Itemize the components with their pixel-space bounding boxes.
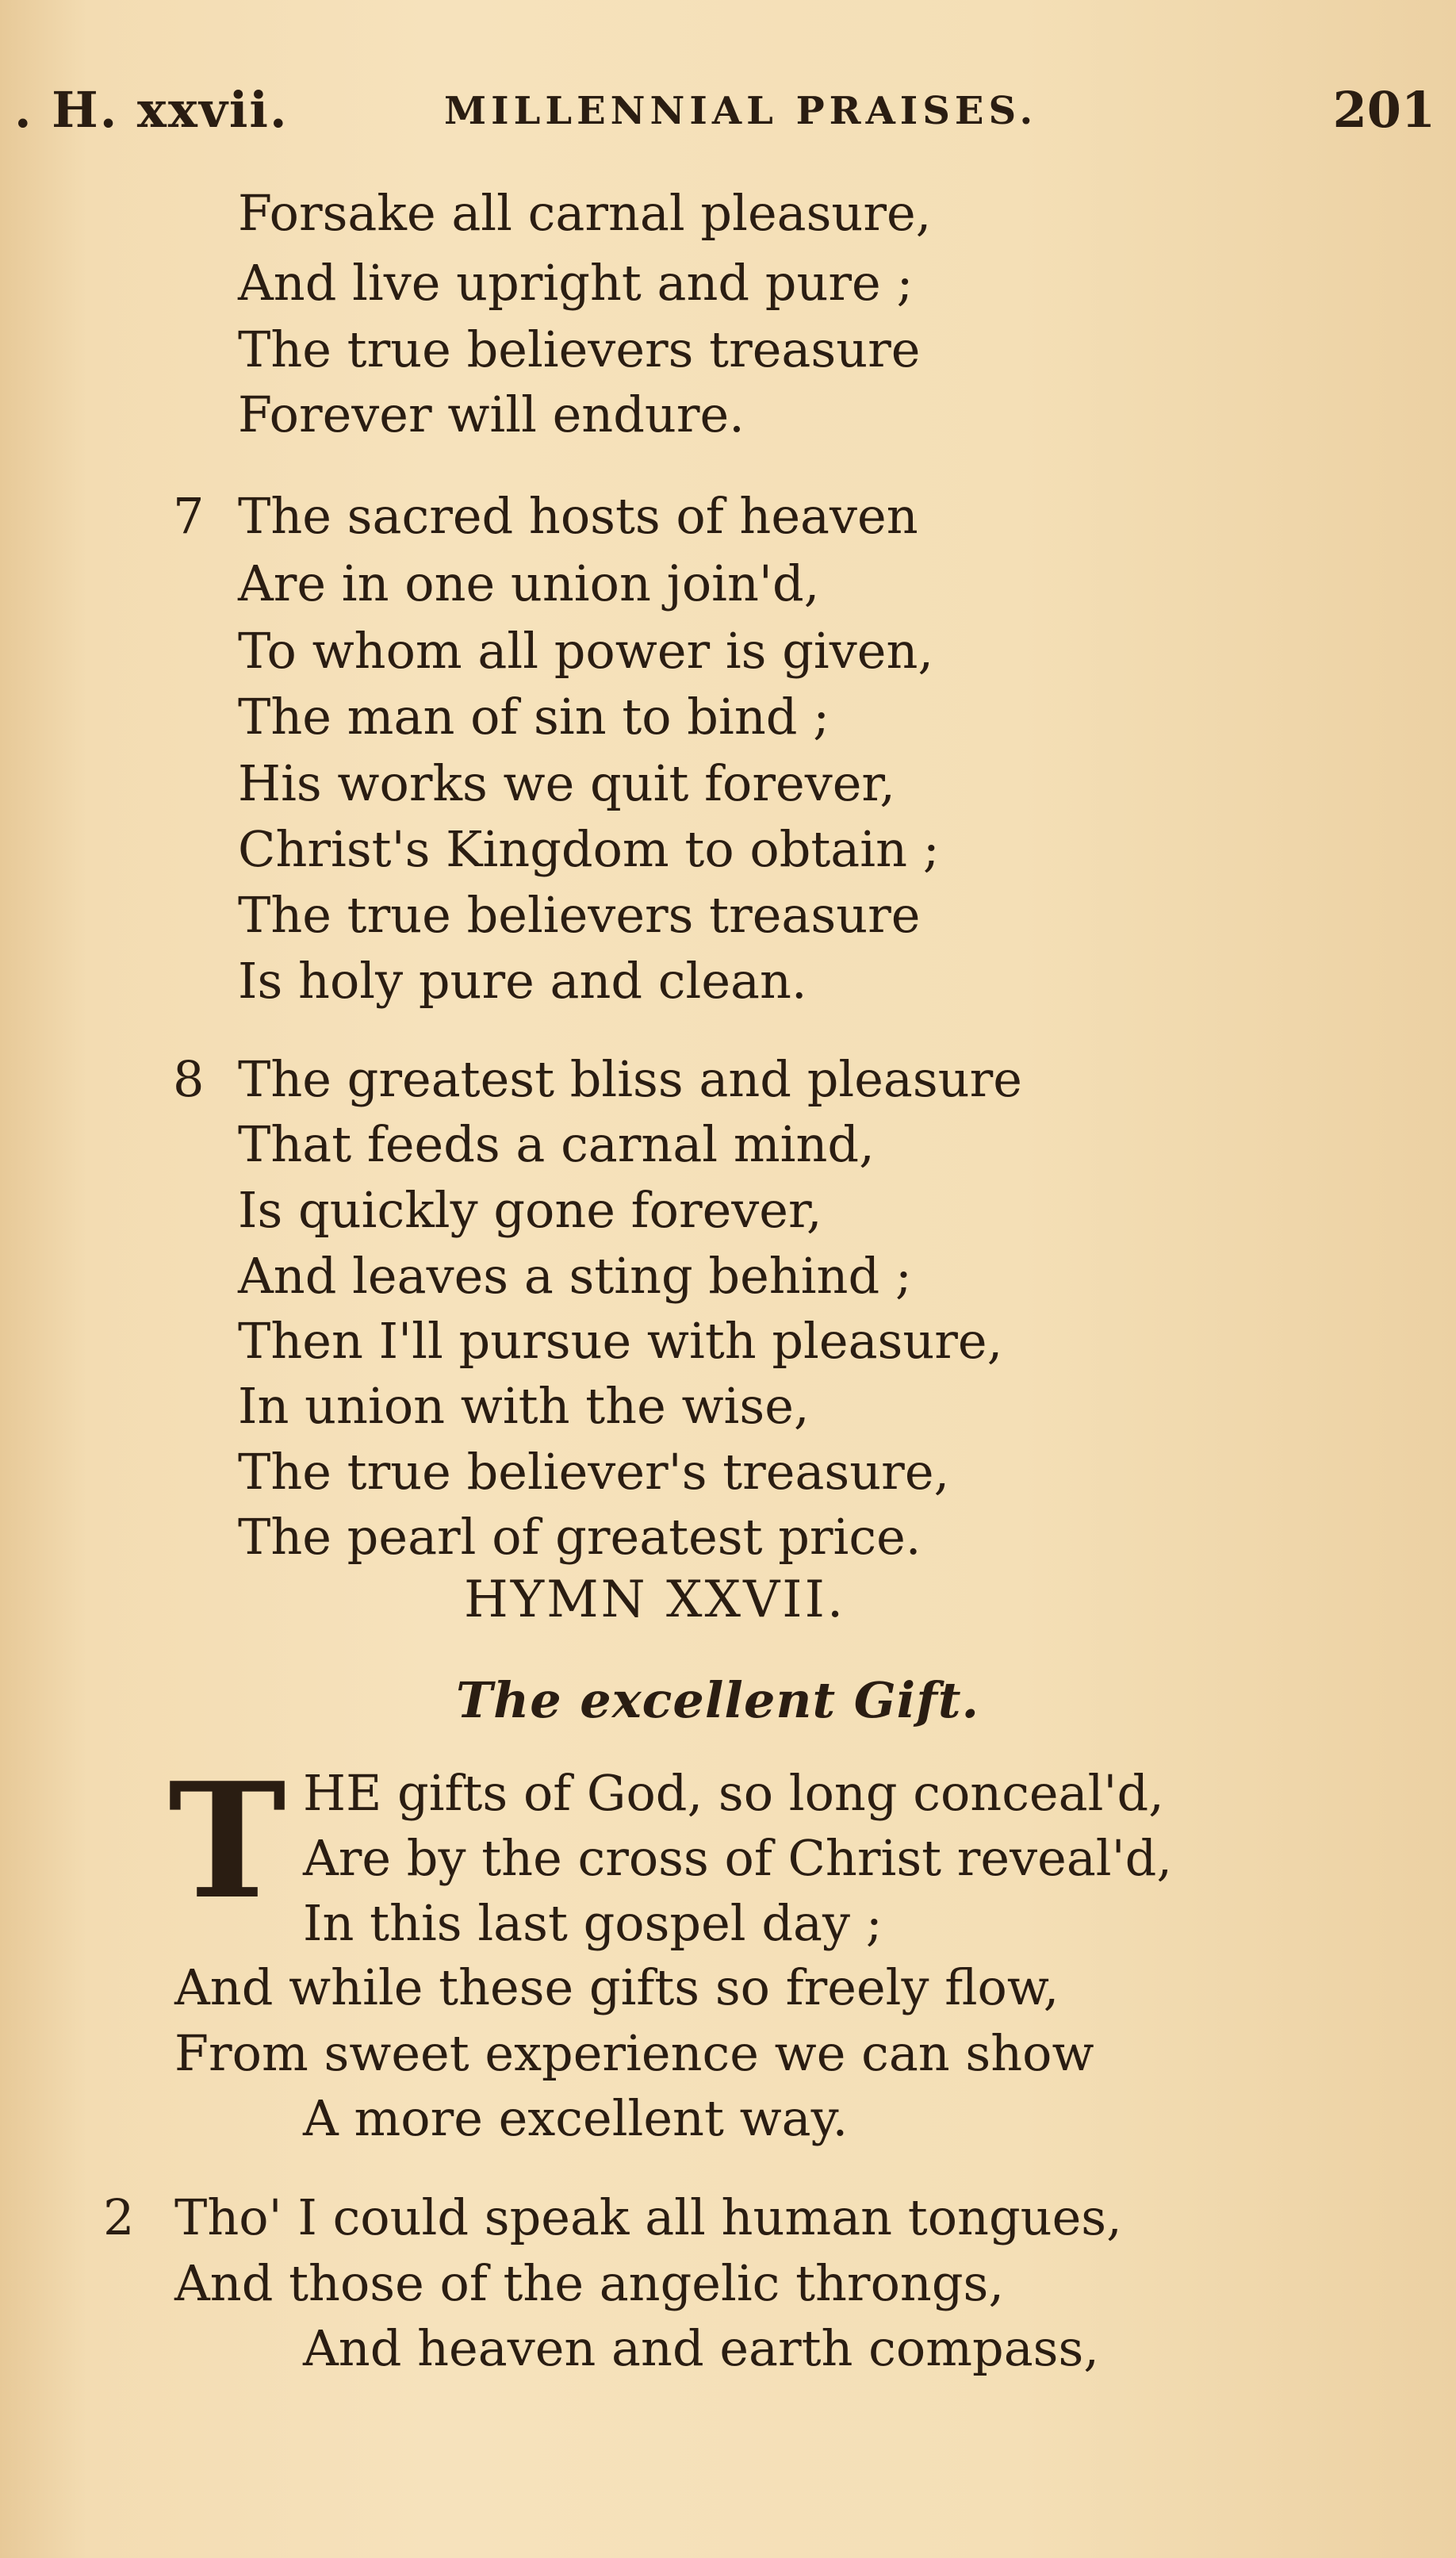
running-head-title: MILLENNIAL PRAISES. [444, 89, 1038, 133]
hymn-subtitle: The excellent Gift. [456, 1671, 980, 1729]
running-head-left: . H. xxvii. [14, 81, 289, 139]
verse-line: Forsake all carnal pleasure, [238, 184, 932, 242]
verse-line: From sweet experience we can show [174, 2024, 1094, 2082]
verse-line: The pearl of greatest price. [238, 1508, 921, 1566]
verse-line: Is quickly gone forever, [238, 1181, 822, 1239]
stanza-number: 7 [173, 487, 205, 545]
verse-line: Christ's Kingdom to obtain ; [238, 820, 940, 878]
verse-line: In union with the wise, [238, 1377, 810, 1435]
verse-line: Then I'll pursue with pleasure, [238, 1312, 1003, 1370]
verse-line: The sacred hosts of heaven [238, 487, 918, 545]
verse-line: The greatest bliss and pleasure [238, 1050, 1022, 1108]
verse-line: And leaves a sting behind ; [238, 1247, 912, 1305]
page-number: 201 [1332, 81, 1435, 139]
verse-line: Are by the cross of Christ reveal'd, [303, 1829, 1173, 1887]
stanza-number: 2 [103, 2188, 135, 2246]
verse-line: The true believers treasure [238, 320, 921, 378]
verse-line: In this last gospel day ; [303, 1894, 883, 1952]
stanza-number: 8 [173, 1050, 205, 1108]
verse-line: And heaven and earth compass, [303, 2319, 1100, 2377]
drop-cap: T [168, 1748, 286, 1935]
verse-line: The man of sin to bind ; [238, 688, 830, 746]
verse-line: The true believer's treasure, [238, 1443, 950, 1501]
verse-line: HE gifts of God, so long conceal'd, [303, 1764, 1164, 1822]
verse-line: The true believers treasure [238, 886, 921, 944]
hymn-title: HYMN XXVII. [464, 1570, 846, 1629]
verse-line: Is holy pure and clean. [238, 952, 807, 1010]
verse-line: To whom all power is given, [238, 622, 934, 680]
verse-line: Forever will endure. [238, 385, 745, 443]
verse-line: Are in one union join'd, [238, 554, 820, 612]
verse-line: A more excellent way. [303, 2089, 849, 2147]
verse-line: His works we quit forever, [238, 754, 895, 812]
verse-line: And those of the angelic throngs, [174, 2254, 1005, 2312]
verse-line: And live upright and pure ; [238, 254, 914, 312]
verse-line: And while these gifts so freely flow, [174, 1958, 1059, 2016]
verse-line: That feeds a carnal mind, [238, 1115, 875, 1173]
verse-line: Tho' I could speak all human tongues, [174, 2188, 1122, 2246]
